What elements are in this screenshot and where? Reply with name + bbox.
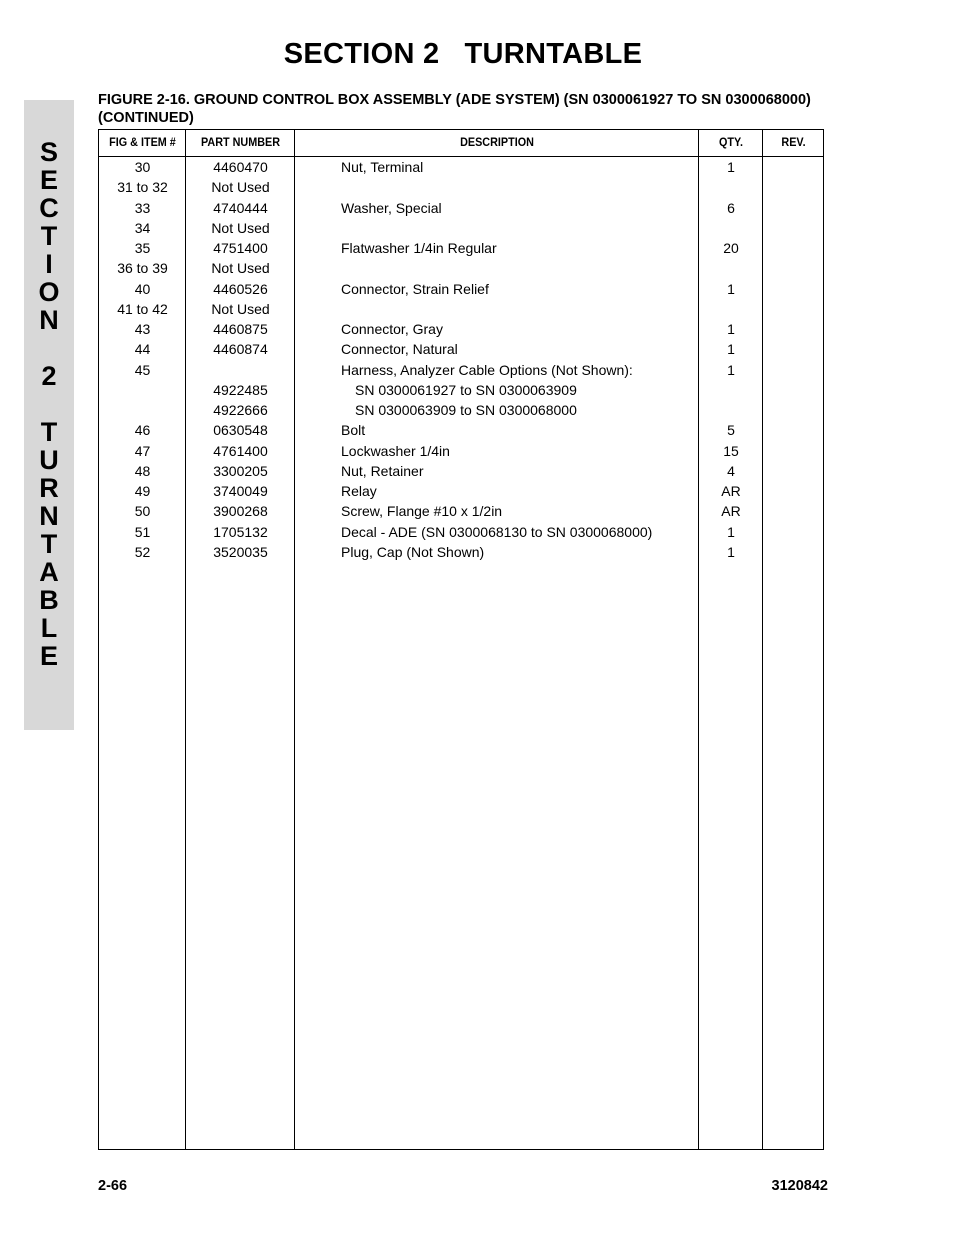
part-number-cell: 4922666 xyxy=(213,402,268,418)
description-cell: Connector, Gray xyxy=(341,321,443,337)
qty-cell: 1 xyxy=(727,321,735,337)
figure-title: FIGURE 2-16. GROUND CONTROL BOX ASSEMBLY (ADE SYSTEM) (SN 0300061927 TO SN 0300068000) (CONTINUED) xyxy=(98,92,811,126)
description-cell: Lockwasher 1/4in xyxy=(341,442,450,459)
item-cell: 40 xyxy=(134,280,151,297)
qty-cell: 1 xyxy=(727,543,735,560)
item-cell: 45 xyxy=(134,361,151,378)
qty-cell: 1 xyxy=(727,341,735,358)
header-rev: REV. xyxy=(781,135,806,149)
qty-cell: 4 xyxy=(727,462,735,479)
part-number-cell: Not Used xyxy=(211,179,270,196)
qty-cell: 1 xyxy=(727,159,735,175)
table-row xyxy=(99,380,823,400)
item-cell: 46 xyxy=(134,422,151,439)
description-cell: Nut, Retainer xyxy=(341,462,424,479)
side-tab-letter: C xyxy=(39,193,59,223)
table-row xyxy=(99,360,823,380)
part-number-cell: 4740444 xyxy=(213,199,268,216)
side-tab-letter: R xyxy=(39,473,59,503)
table-row xyxy=(99,461,823,481)
part-number-cell: 4761400 xyxy=(213,442,268,459)
table-row xyxy=(99,218,823,238)
header-part-number: PART NUMBER xyxy=(200,135,281,149)
description-cell: Nut, Terminal xyxy=(341,159,424,175)
item-cell: 50 xyxy=(134,503,151,520)
item-cell: 44 xyxy=(134,341,151,358)
side-tab-letter: A xyxy=(39,557,59,587)
item-cell: 48 xyxy=(134,462,151,479)
side-tab-letter: I xyxy=(45,249,53,279)
table-row xyxy=(99,441,823,461)
side-tab-letter: O xyxy=(38,277,60,307)
item-cell: 35 xyxy=(134,240,151,256)
table-row xyxy=(99,420,823,440)
side-tab-letter: B xyxy=(39,585,59,615)
description-cell: Bolt xyxy=(341,422,366,439)
item-cell: 30 xyxy=(134,159,151,175)
description-cell: Decal - ADE (SN 0300068130 to SN 0300068000) xyxy=(341,523,653,540)
page-title: SECTION 2 TURNTABLE xyxy=(283,38,643,70)
item-cell: 34 xyxy=(134,219,151,236)
side-tab-letter: N xyxy=(39,501,59,531)
part-number-cell: 4751400 xyxy=(213,240,268,256)
table-row xyxy=(99,501,823,521)
part-number-cell: 4460470 xyxy=(213,159,268,175)
side-tab-letter: U xyxy=(39,445,59,475)
qty-cell: 20 xyxy=(723,240,739,256)
qty-cell: AR xyxy=(721,503,741,520)
item-cell: 41 to 42 xyxy=(117,300,168,317)
part-number-cell: 4460875 xyxy=(213,321,268,337)
description-cell: Plug, Cap (Not Shown) xyxy=(341,543,485,560)
item-cell: 43 xyxy=(134,321,151,337)
part-number-cell: 3520035 xyxy=(213,543,268,560)
table-row xyxy=(99,157,823,177)
side-tab-letter xyxy=(24,334,74,362)
table-row xyxy=(99,258,823,278)
description-cell: Harness, Analyzer Cable Options (Not Shown): xyxy=(341,361,633,378)
table-row xyxy=(99,238,823,258)
header-item: FIG & ITEM # xyxy=(109,135,176,149)
side-tab-letter: 2 xyxy=(41,361,57,391)
item-cell: 51 xyxy=(134,523,151,540)
table-row xyxy=(99,542,823,562)
table-row xyxy=(99,279,823,299)
table-row xyxy=(99,481,823,501)
table-row xyxy=(99,400,823,420)
table-row xyxy=(99,339,823,359)
part-number-cell: 4460526 xyxy=(213,280,268,297)
qty-cell: AR xyxy=(721,483,741,499)
qty-cell: 1 xyxy=(727,361,735,378)
table-body xyxy=(99,157,823,562)
side-tab-letter: L xyxy=(40,613,58,643)
description-cell: SN 0300063909 to SN 0300068000 xyxy=(355,402,577,418)
item-cell: 52 xyxy=(134,543,151,560)
table-row xyxy=(99,198,823,218)
part-number-cell: 0630548 xyxy=(213,422,268,439)
side-tab-letters xyxy=(24,138,74,670)
side-tab-letter: E xyxy=(39,165,58,195)
table-row xyxy=(99,299,823,319)
part-number-cell: 4460874 xyxy=(213,341,268,358)
side-tab-letter: T xyxy=(40,221,58,251)
item-cell: 33 xyxy=(134,199,151,216)
part-number-cell: Not Used xyxy=(211,219,270,236)
section-side-tab xyxy=(24,100,74,730)
qty-cell: 15 xyxy=(723,442,739,459)
table-row xyxy=(99,177,823,197)
header-description: DESCRIPTION xyxy=(460,135,534,149)
side-tab-letter: T xyxy=(40,417,58,447)
page-number: 2-66 xyxy=(98,1178,128,1194)
description-cell: Screw, Flange #10 x 1/2in xyxy=(341,503,503,520)
side-tab-letter xyxy=(24,390,74,418)
part-number-cell: 4922485 xyxy=(213,381,268,398)
item-cell: 36 to 39 xyxy=(117,260,168,277)
qty-cell: 6 xyxy=(727,199,735,216)
part-number-cell: 1705132 xyxy=(213,523,268,540)
header-qty: QTY. xyxy=(718,135,743,149)
qty-cell: 1 xyxy=(727,280,735,297)
side-tab-letter: E xyxy=(39,641,58,671)
description-cell: Washer, Special xyxy=(341,199,442,216)
description-cell: Connector, Strain Relief xyxy=(341,280,489,297)
part-number-cell: 3300205 xyxy=(213,462,268,479)
part-number-cell: 3900268 xyxy=(213,503,268,520)
item-cell: 49 xyxy=(134,483,151,499)
table-row xyxy=(99,319,823,339)
qty-cell: 1 xyxy=(727,523,735,540)
item-cell: 47 xyxy=(134,442,151,459)
item-cell: 31 to 32 xyxy=(117,179,168,196)
qty-cell: 5 xyxy=(727,422,735,439)
side-tab-letter: N xyxy=(39,305,59,335)
part-number-cell: Not Used xyxy=(211,260,270,277)
side-tab-letter: S xyxy=(39,137,58,167)
parts-table xyxy=(98,129,824,1150)
description-cell: SN 0300061927 to SN 0300063909 xyxy=(355,381,577,398)
description-cell: Relay xyxy=(341,483,377,499)
table-row xyxy=(99,522,823,542)
description-cell: Connector, Natural xyxy=(341,341,458,358)
part-number-cell: 3740049 xyxy=(213,483,268,499)
description-cell: Flatwasher 1/4in Regular xyxy=(341,240,497,256)
part-number-cell: Not Used xyxy=(211,300,270,317)
side-tab-letter: T xyxy=(40,529,58,559)
document-number: 3120842 xyxy=(771,1178,828,1194)
